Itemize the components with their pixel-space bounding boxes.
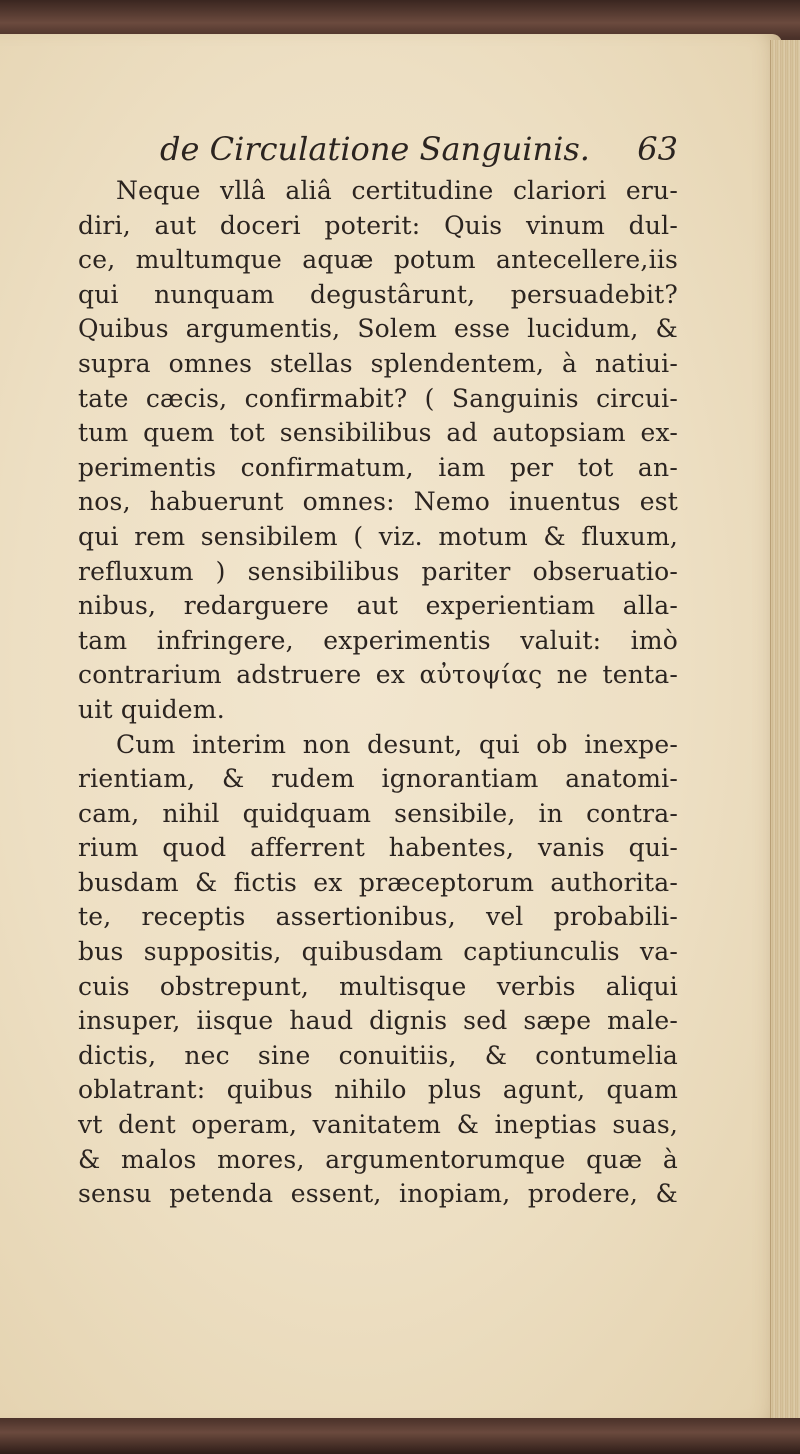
text-line: refluxum ) sensibilibus pariter obseruatio- xyxy=(78,556,678,586)
text-line: rium quod afferrent habentes, vanis qui- xyxy=(78,833,678,863)
text-line: cuis obstrepunt, multisque verbis aliqui xyxy=(78,971,678,1001)
text-line: nibus, redarguere aut experientiam alla- xyxy=(78,591,678,621)
text-line: qui nunquam degustârunt, persuadebit? xyxy=(78,279,678,309)
text-line: qui rem sensibilem ( viz. motum & fluxum, xyxy=(78,521,678,551)
paragraph-2 xyxy=(78,728,678,1212)
text-line: nos, habuerunt omnes: Nemo inuentus est xyxy=(78,487,678,517)
text-line: contrarium adstruere ex αὐτοψίας ne tenta- xyxy=(78,660,678,690)
text-line: supra omnes stellas splendentem, à natiui- xyxy=(78,348,678,378)
text-line: dictis, nec sine conuitiis, & contumelia xyxy=(78,1040,678,1070)
text-line: ce, multumque aquæ potum antecellere,iis xyxy=(78,245,678,275)
text-line: Neque vllâ aliâ certitudine clariori eru- xyxy=(116,176,678,205)
text-line: oblatrant: quibus nihilo plus agunt, quam xyxy=(78,1075,678,1105)
paragraph-1 xyxy=(78,174,678,728)
text-line: cam, nihil quidquam sensibile, in contra- xyxy=(78,798,678,828)
text-line: sensu petenda essent, inopiam, prodere, & xyxy=(78,1179,678,1209)
text-line: Quibus argumentis, Solem esse lucidum, & xyxy=(78,314,678,344)
text-line: busdam & fictis ex præceptorum authorita- xyxy=(78,867,678,897)
binding-top xyxy=(0,0,800,38)
running-head xyxy=(78,130,678,174)
text-line: insuper, iisque haud dignis sed sæpe male- xyxy=(78,1006,678,1036)
text-line: rientiam, & rudem ignorantiam anatomi- xyxy=(78,764,678,794)
text-line: vt dent operam, vanitatem & ineptias suas, xyxy=(78,1110,678,1140)
text-line: tate cæcis, confirmabit? ( Sanguinis circui- xyxy=(78,383,678,413)
page-number: 63 xyxy=(637,130,678,168)
text-line: te, receptis assertionibus, vel probabili- xyxy=(78,902,678,932)
page-text xyxy=(78,130,678,1212)
text-line: Cum interim non desunt, qui ob inexpe- xyxy=(116,729,678,759)
text-line: tum quem tot sensibilibus ad autopsiam ex- xyxy=(78,418,678,448)
page-edges xyxy=(770,40,800,1418)
text-line: perimentis confirmatum, iam per tot an- xyxy=(78,452,678,482)
text-line: bus suppositis, quibusdam captiunculis va- xyxy=(78,937,678,967)
running-head-title: de Circulatione Sanguinis. xyxy=(160,130,590,168)
text-line: uit quidem. xyxy=(78,694,225,724)
binding-bottom xyxy=(0,1418,800,1454)
text-line: tam infringere, experimentis valuit: imò xyxy=(78,625,678,655)
text-line: diri, aut doceri poterit: Quis vinum dul- xyxy=(78,210,678,240)
text-line: & malos mores, argumentorumque quæ à xyxy=(78,1144,678,1174)
